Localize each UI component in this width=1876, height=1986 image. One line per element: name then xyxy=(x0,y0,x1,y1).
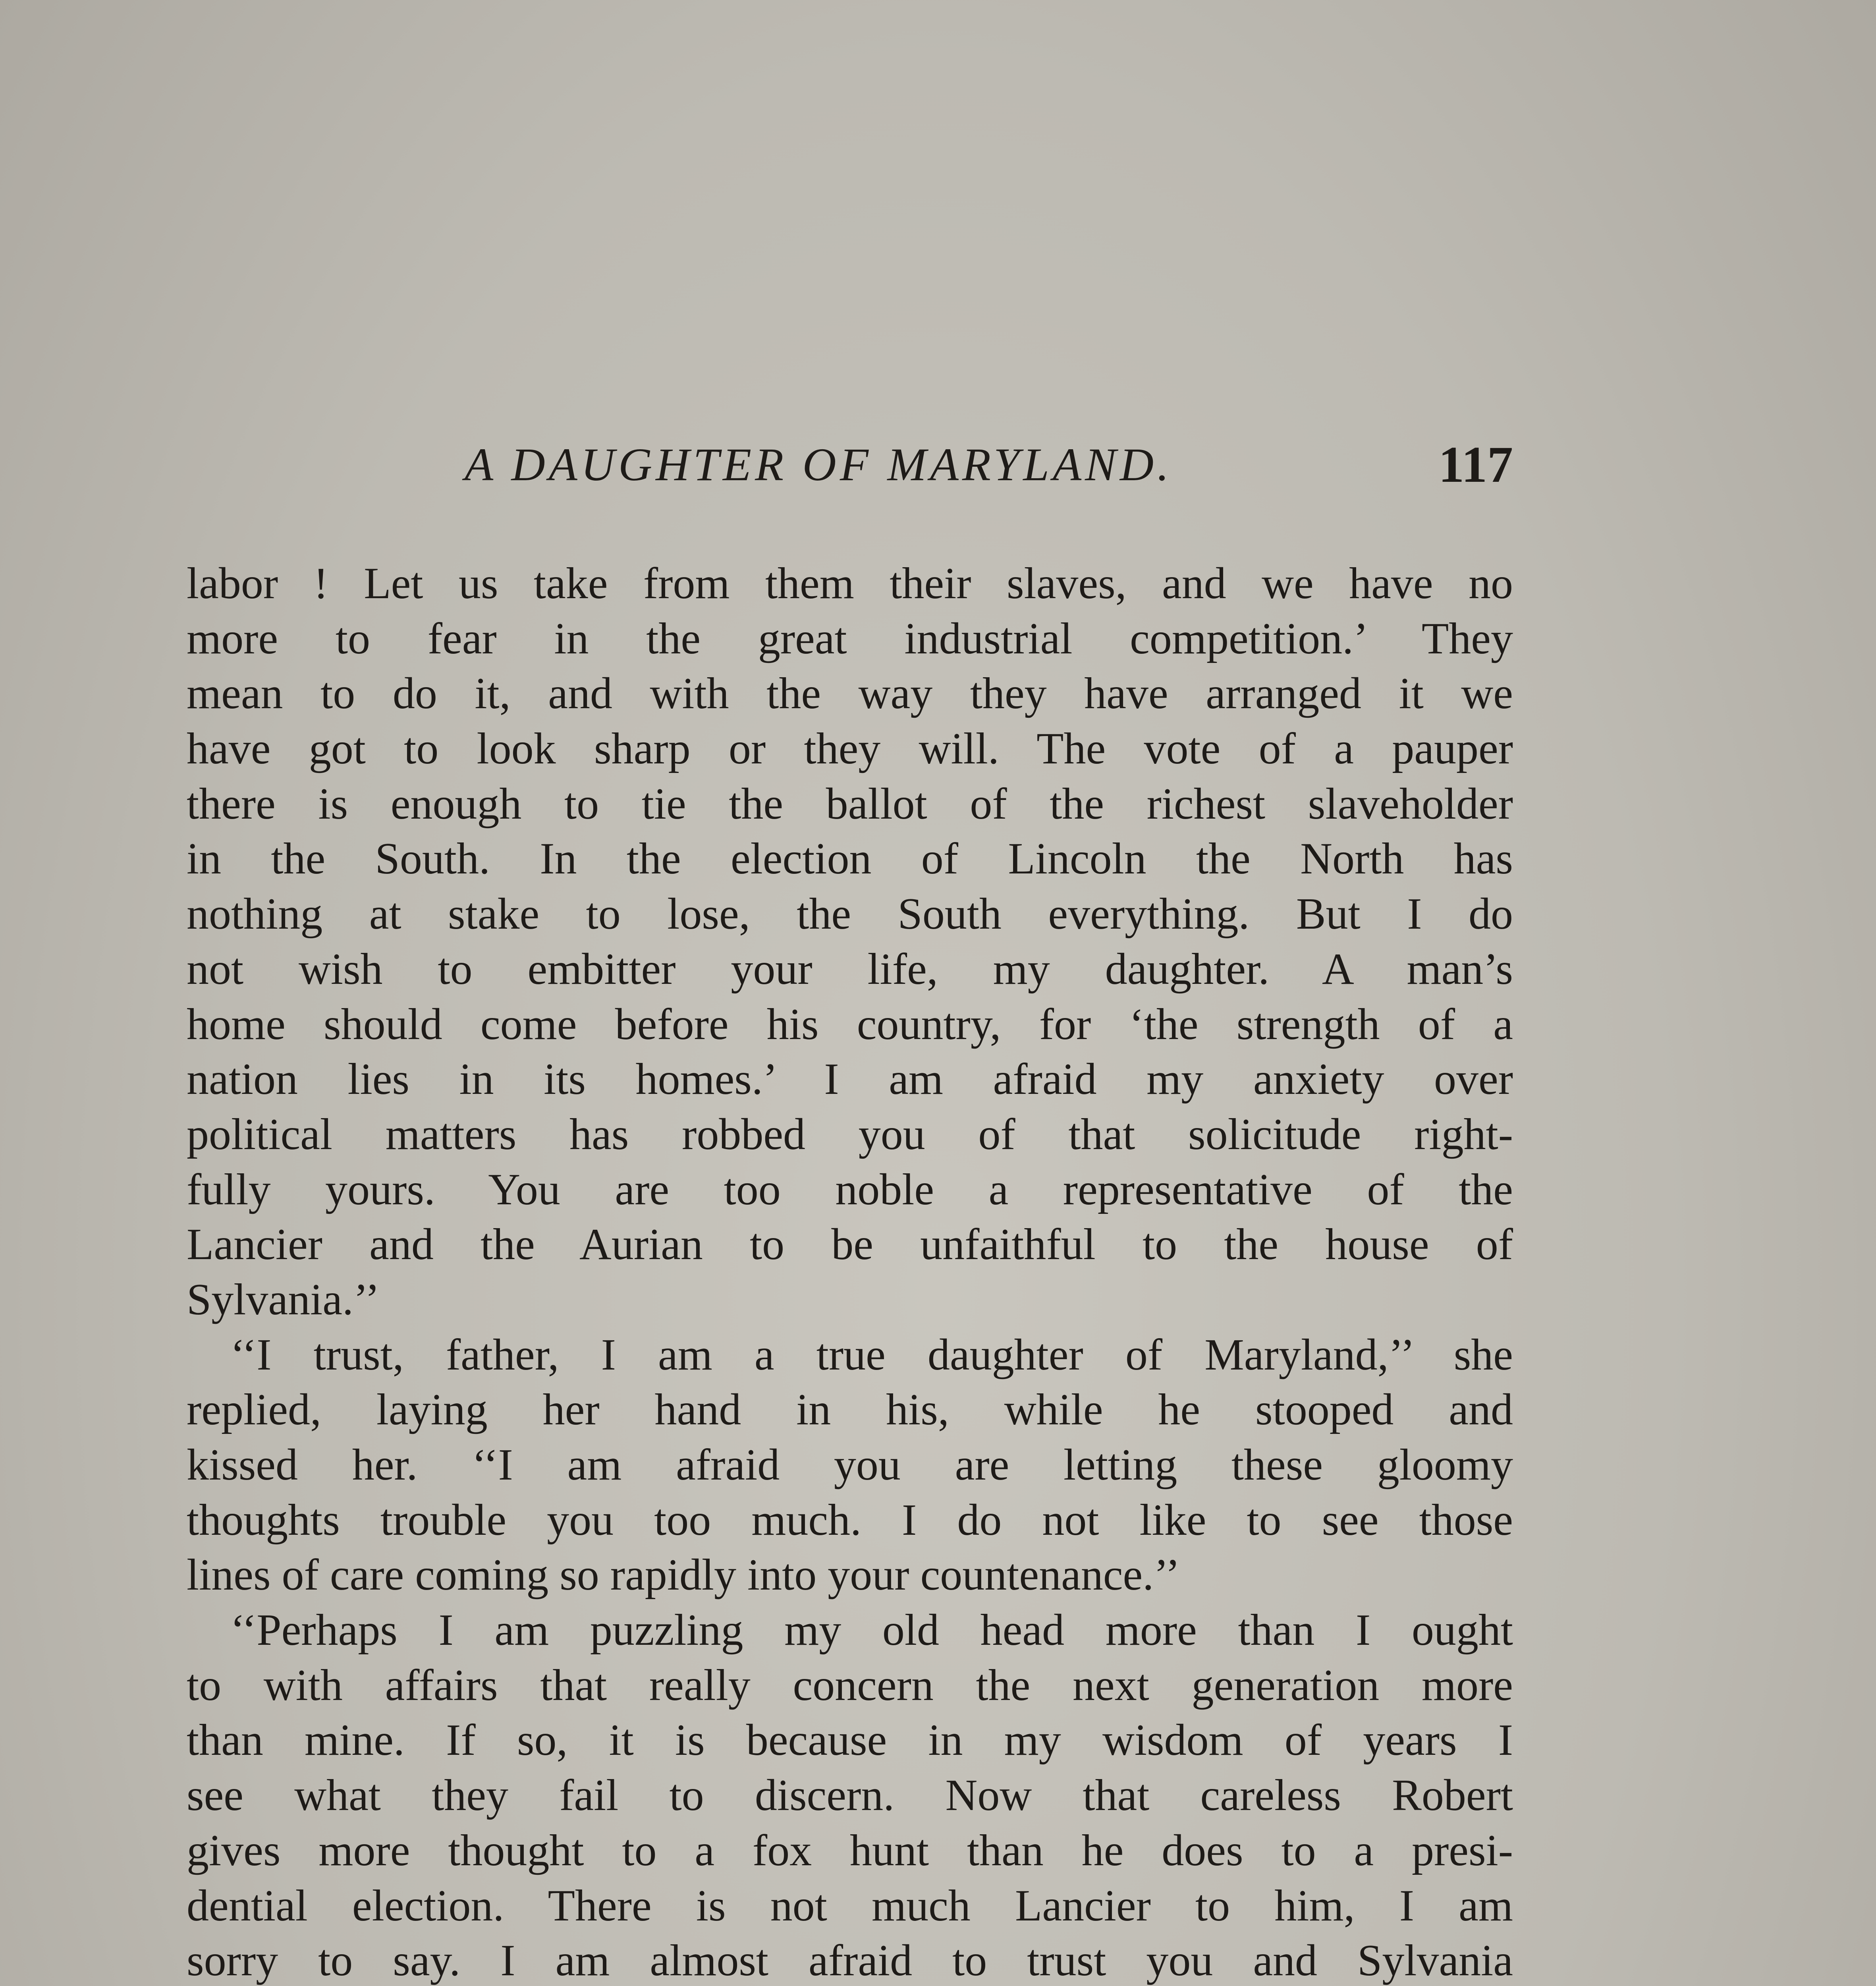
text-line: more to fear in the great industrial competition.’ They xyxy=(187,614,1513,663)
text-line: than mine. If so, it is because in my wisdom of years I xyxy=(187,1716,1513,1765)
text-line: fully yours. You are too noble a representative of the xyxy=(187,1165,1513,1214)
text-line: ‘‘I trust, father, I am a true daughter of Maryland,’’ she xyxy=(230,1330,1513,1379)
text-line: Lancier and the Aurian to be unfaithful to the house of xyxy=(187,1220,1513,1269)
text-line: see what they fail to discern. Now that careless Robert xyxy=(187,1771,1513,1820)
text-line: dential election. There is not much Lancier to him, I am xyxy=(187,1881,1513,1930)
text-line: kissed her. ‘‘I am afraid you are letting these gloomy xyxy=(187,1440,1513,1490)
page-header xyxy=(187,435,1513,495)
text-line: political matters has robbed you of that solicitude right- xyxy=(187,1109,1513,1159)
running-title: A DAUGHTER OF MARYLAND. xyxy=(465,439,1173,491)
text-line: nothing at stake to lose, the South everything. But I do xyxy=(187,889,1513,939)
text-line: not wish to embitter your life, my daughter. A man’s xyxy=(187,944,1513,994)
text-line: nation lies in its homes.’ I am afraid my anxiety over xyxy=(187,1055,1513,1104)
body-text xyxy=(187,556,1513,1986)
text-line: in the South. In the election of Lincoln the North has xyxy=(187,834,1513,884)
text-line: replied, laying her hand in his, while he stooped and xyxy=(187,1385,1513,1435)
text-line: to with affairs that really concern the next generation more xyxy=(187,1660,1513,1710)
text-line: there is enough to tie the ballot of the richest slaveholder xyxy=(187,779,1513,829)
page-number: 117 xyxy=(1438,436,1513,493)
text-line: Sylvania.’’ xyxy=(187,1275,380,1324)
text-line: ‘‘Perhaps I am puzzling my old head more than I ought xyxy=(230,1605,1513,1655)
text-line: gives more thought to a fox hunt than he does to a presi- xyxy=(187,1826,1513,1875)
text-line: thoughts trouble you too much. I do not like to see those xyxy=(187,1495,1513,1545)
text-line: mean to do it, and with the way they have arranged it we xyxy=(187,669,1513,719)
text-line: sorry to say. I am almost afraid to trust you and Sylvania xyxy=(187,1936,1513,1986)
text-line: have got to look sharp or they will. The vote of a pauper xyxy=(187,724,1513,774)
text-line: lines of care coming so rapidly into your countenance.’’ xyxy=(187,1550,1180,1600)
text-line: labor ! Let us take from them their slaves, and we have no xyxy=(187,559,1513,608)
text-line: home should come before his country, for ‘the strength of a xyxy=(187,999,1513,1049)
